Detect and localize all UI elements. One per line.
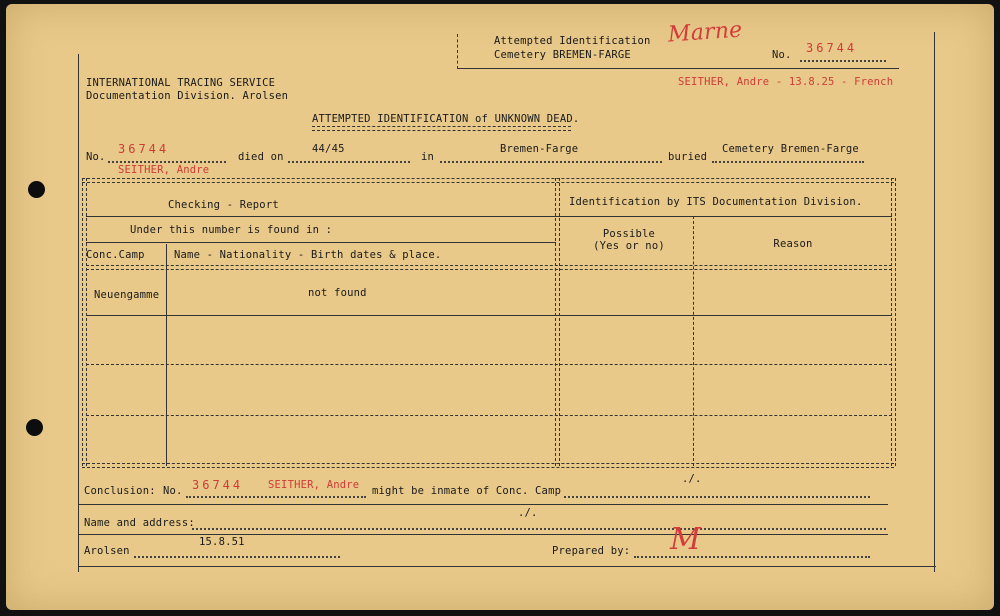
conclusion-camp-value: ./. <box>682 473 702 485</box>
header-line-2: Cemetery BREMEN-FARGE <box>494 49 631 61</box>
handwritten-note: Marne <box>667 17 744 48</box>
identification-header: Identification by ITS Documentation Division. <box>569 196 863 208</box>
record-no-value: 36744 <box>118 142 170 156</box>
col-possible-header: Possible <box>602 228 656 240</box>
header-row-divider <box>86 216 892 217</box>
footer-place: Arolsen <box>84 545 130 557</box>
address-dots <box>192 528 886 530</box>
table-mid-divider <box>555 178 560 466</box>
table-bottom-border <box>82 463 894 468</box>
conclusion-name-value: SEITHER, Andre <box>268 479 360 491</box>
row-2-divider <box>86 364 892 365</box>
org-line-1: INTERNATIONAL TRACING SERVICE <box>86 77 276 89</box>
title-underline <box>312 126 571 131</box>
record-no-label: No. <box>86 151 106 163</box>
buried-value: Cemetery Bremen-Farge <box>722 143 859 155</box>
died-value: 44/45 <box>312 143 345 155</box>
form-left-border <box>78 54 79 572</box>
col-reason-header: Reason <box>773 238 813 250</box>
document-card <box>6 4 994 610</box>
table-camp-divider <box>166 244 167 466</box>
header-box-bottom-border <box>457 68 899 69</box>
table-left-border <box>82 178 87 466</box>
punch-hole-top <box>28 181 45 198</box>
header-box-left-border <box>457 34 458 69</box>
in-dots <box>440 161 662 163</box>
died-label: died on <box>238 151 284 163</box>
row-1-name: not found <box>308 287 367 299</box>
footer-date: 15.8.51 <box>199 536 245 548</box>
record-name-stamp: SEITHER, Andre <box>118 164 210 176</box>
prepared-label: Prepared by: <box>552 545 631 557</box>
col-name-header: Name - Nationality - Birth dates & place. <box>174 249 442 261</box>
punch-hole-bottom <box>26 419 43 436</box>
header-no-dots <box>800 60 886 62</box>
conclusion-name-dots <box>186 496 366 498</box>
name-stamp-top: SEITHER, Andre - 13.8.25 - French <box>678 76 894 88</box>
buried-label: buried <box>668 151 708 163</box>
org-line-2: Documentation Division. Arolsen <box>86 90 289 102</box>
conclusion-divider <box>78 504 888 505</box>
conclusion-no-value: 36744 <box>192 478 244 492</box>
under-number-label: Under this number is found in : <box>130 224 333 236</box>
conclusion-camp-dots <box>564 496 870 498</box>
address-value: ./. <box>518 507 538 519</box>
document-title: ATTEMPTED IDENTIFICATION of UNKNOWN DEAD. <box>312 113 580 125</box>
table-right-border <box>891 178 896 466</box>
conclusion-text: might be inmate of Conc. Camp <box>372 485 562 497</box>
in-label: in <box>421 151 435 163</box>
checking-report-header: Checking - Report <box>168 199 279 211</box>
header-no-label: No. <box>772 49 792 61</box>
col-camp-header: Conc.Camp <box>86 249 145 261</box>
table-possible-divider <box>693 216 694 466</box>
conclusion-label: Conclusion: <box>84 485 156 497</box>
row-1-divider <box>86 315 892 316</box>
in-value: Bremen-Farge <box>500 143 579 155</box>
footer-bottom-line <box>78 566 936 567</box>
conclusion-no-label: No. <box>163 485 183 497</box>
record-no-dots <box>108 161 226 163</box>
column-header-underline <box>86 265 892 270</box>
died-dots <box>288 161 410 163</box>
row-1-camp: Neuengamme <box>94 289 160 301</box>
row-3-divider <box>86 415 892 416</box>
footer-date-dots <box>134 556 340 558</box>
header-line-1: Attempted Identification <box>494 35 651 47</box>
form-right-border <box>934 32 935 572</box>
table-top-border <box>82 178 894 183</box>
address-label: Name and address: <box>84 517 195 529</box>
col-possible-subheader: (Yes or no) <box>593 240 665 252</box>
signature: M <box>670 522 701 557</box>
subheader-divider <box>86 242 556 243</box>
address-divider <box>78 534 888 535</box>
buried-dots <box>712 161 864 163</box>
header-no-value: 36744 <box>806 41 858 55</box>
